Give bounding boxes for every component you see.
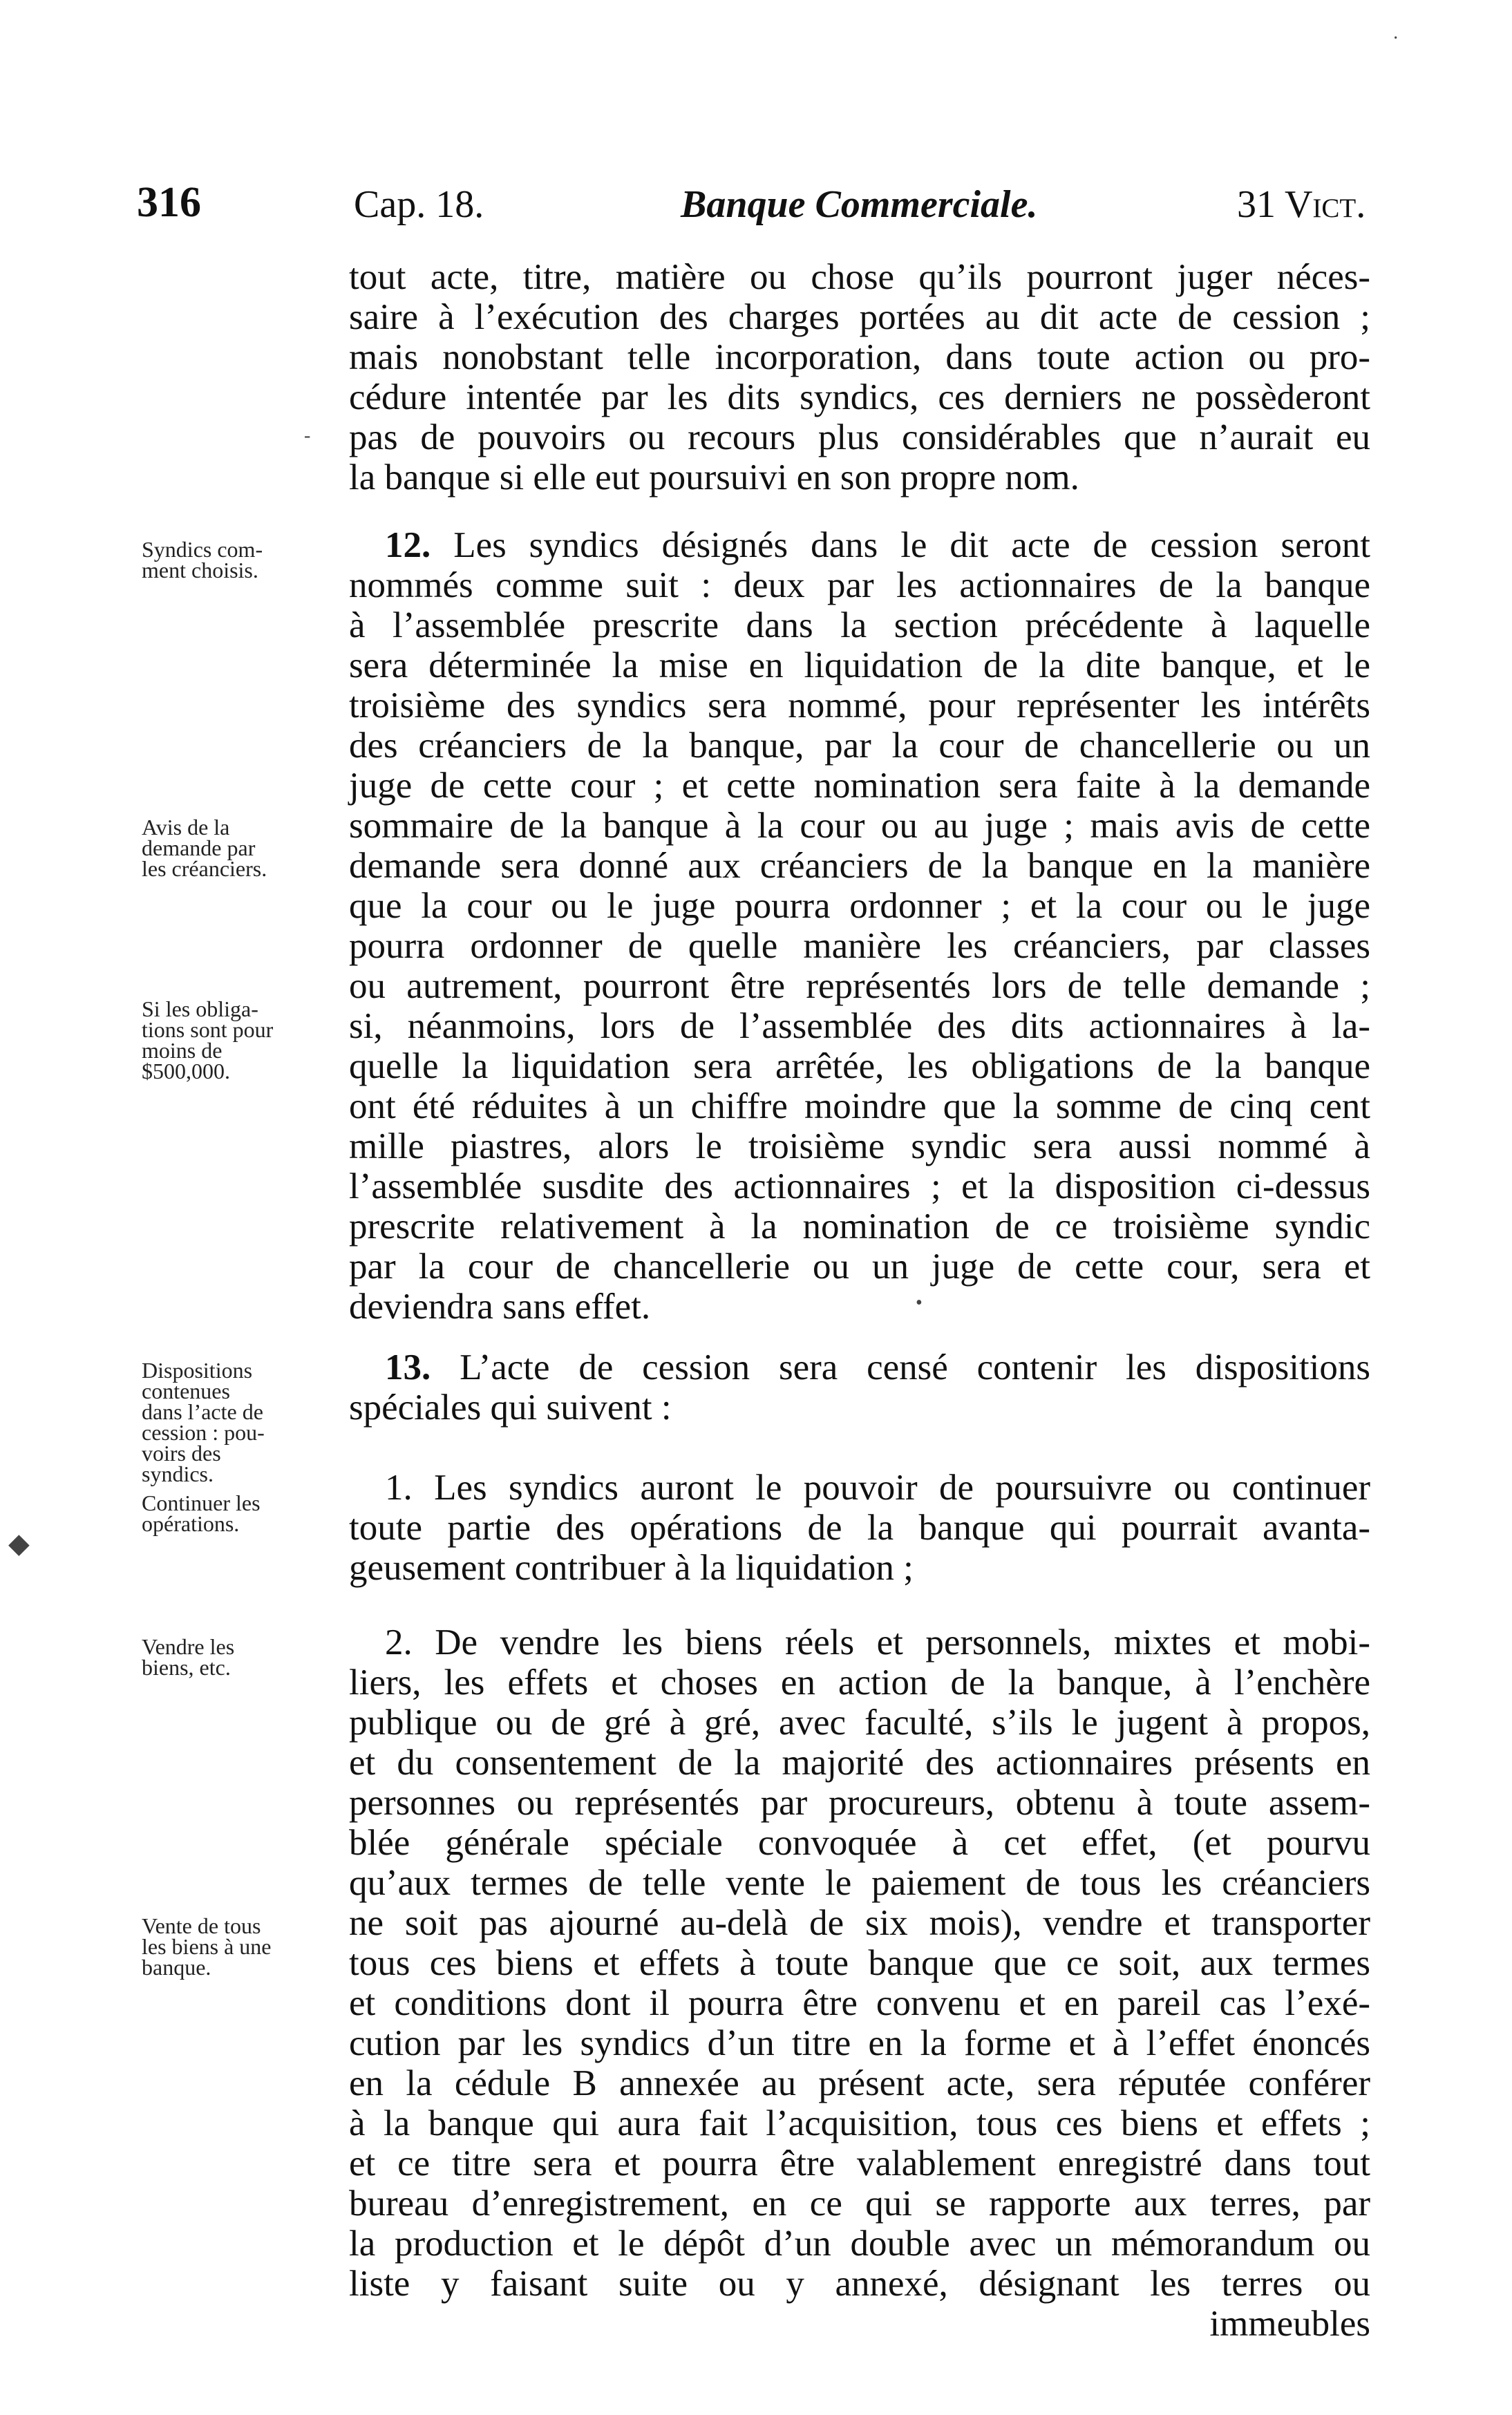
text-line: spéciales qui suivent : [349, 1388, 672, 1428]
marginal-note-line: Avis de la [142, 815, 230, 840]
text-line: tout acte, titre, matière ou chose qu’ils pourront juger néces- [349, 257, 1370, 297]
text-line: prescrite relativement à la nomination de ce troisième syndic [349, 1206, 1370, 1247]
scan-speck-icon: - [304, 425, 311, 446]
text-line: la banque si elle eut poursuivi en son propre nom. [349, 457, 1079, 498]
text-line: par la cour de chancellerie ou un juge de cette cour, sera et [349, 1247, 1370, 1287]
text-line: 1. Les syndics auront le pouvoir de poursuivre ou continuer [385, 1468, 1370, 1508]
text-line: troisième des syndics sera nommé, pour représenter les intérêts [349, 685, 1370, 726]
text-line: quelle la liquidation sera arrêtée, les obligations de la banque [349, 1046, 1370, 1086]
scan-speck-icon: ◆ [8, 1528, 30, 1559]
running-title: Banque Commerciale. [681, 183, 1038, 226]
catchword: immeubles [1209, 2304, 1370, 2344]
marginal-note-line: moins de [142, 1038, 223, 1063]
marginal-note-line: dans l’acte de [142, 1399, 263, 1424]
text-line: bureau d’enregistrement, en ce qui se rapporte aux terres, par [349, 2184, 1370, 2224]
text-line: à la banque qui aura fait l’acquisition, tous ces biens et effets ; [349, 2103, 1370, 2143]
marginal-note-line: les créanciers. [142, 856, 267, 881]
page-number: 316 [137, 179, 201, 226]
text-line: publique ou de gré à gré, avec faculté, s’ils le jugent à propos, [349, 1703, 1370, 1743]
marginal-note-line: opérations. [142, 1511, 240, 1536]
text-line: ou autrement, pourront être représentés lors de telle demande ; [349, 966, 1370, 1006]
marginal-note-line: Vendre les [142, 1634, 235, 1659]
marginal-note-line: banque. [142, 1955, 211, 1980]
marginal-note [142, 537, 335, 583]
marginal-note-line: les biens à une [142, 1934, 272, 1959]
scan-speck-icon: • [916, 1292, 923, 1314]
text-line: blée générale spéciale convoquée à cet effet, (et pourvu [349, 1823, 1370, 1863]
marginal-note [142, 998, 335, 1081]
text-line: pourra ordonner de quelle manière les créanciers, par classes [349, 926, 1370, 966]
text-line [349, 1347, 1370, 1388]
text-line: ont été réduites à un chiffre moindre que la somme de cinq cent [349, 1086, 1370, 1126]
text-line: toute partie des opérations de la banque qui pourrait avanta- [349, 1508, 1370, 1548]
text-line: mais nonobstant telle incorporation, dans toute action ou pro- [349, 337, 1370, 377]
text-line [349, 525, 1370, 565]
text-line: si, néanmoins, lors de l’assemblée des dits actionnaires à la- [349, 1006, 1370, 1046]
text-line: deviendra sans effet. [349, 1287, 651, 1327]
text-line: et du consentement de la majorité des actionnaires présents en [349, 1743, 1370, 1783]
section-12 [349, 525, 1370, 1327]
text-line: cution par les syndics d’un titre en la forme et à l’effet énoncés [349, 2023, 1370, 2063]
text-line: en la cédule B annexée au présent acte, sera réputée conférer [349, 2063, 1370, 2103]
text-line: geusement contribuer à la liquidation ; [349, 1548, 914, 1588]
marginal-note-line: contenues [142, 1379, 230, 1403]
text-line: demande sera donné aux créanciers de la banque en la manière [349, 846, 1370, 886]
marginal-note-line: Syndics com- [142, 537, 263, 562]
text-line: ne soit pas ajourné au-delà de six mois), vendre et transporter [349, 1903, 1370, 1943]
marginal-note-line: voirs des [142, 1441, 221, 1466]
text-line: qu’aux termes de telle vente le paiement de tous les créanciers [349, 1863, 1370, 1903]
marginal-note-line: Dispositions [142, 1358, 253, 1383]
text-line: sera déterminée la mise en liquidation de la dite banque, et le [349, 645, 1370, 685]
text-line: nommés comme suit : deux par les actionnaires de la banque [349, 565, 1370, 605]
text-line: que la cour ou le juge pourra ordonner ; et la cour ou le juge [349, 886, 1370, 926]
text-line: cédure intentée par les dits syndics, ces derniers ne possèderont [349, 377, 1370, 417]
section-13 [349, 1347, 1370, 1428]
text-line: à l’assemblée prescrite dans la section précédente à laquelle [349, 605, 1370, 645]
text-line: et ce titre sera et pourra être valablement enregistré dans tout [349, 2143, 1370, 2184]
marginal-note-line: tions sont pour [142, 1017, 274, 1042]
text-line: des créanciers de la banque, par la cour de chancellerie ou un [349, 726, 1370, 766]
paragraph-1 [349, 1468, 1370, 1588]
text-line-content: L’acte de cession sera censé contenir les dispositions [460, 1347, 1371, 1388]
text-line: la production et le dépôt d’un double avec un mémorandum ou [349, 2224, 1370, 2264]
section-number: 13. [385, 1347, 431, 1388]
marginal-note-line: biens, etc. [142, 1655, 231, 1680]
paragraph-2 [349, 1622, 1370, 2344]
marginal-note-line: syndics. [142, 1461, 214, 1486]
marginal-note [142, 1490, 335, 1536]
continuation-paragraph [349, 257, 1370, 498]
marginal-note [142, 1915, 335, 1978]
marginal-note [142, 817, 335, 879]
text-line: liste y faisant suite ou y annexé, désignant les terres ou [349, 2264, 1370, 2304]
regnal-year: 31 Vict. [1237, 183, 1366, 226]
text-line: 2. De vendre les biens réels et personnels, mixtes et mobi- [385, 1622, 1370, 1663]
text-line: pas de pouvoirs ou recours plus considérables que n’aurait eu [349, 417, 1370, 457]
marginal-note-line: Vente de tous [142, 1913, 261, 1938]
chapter-label: Cap. 18. [354, 183, 484, 226]
text-line: personnes ou représentés par procureurs, obtenu à toute assem- [349, 1783, 1370, 1823]
text-line: l’assemblée susdite des actionnaires ; et la disposition ci-dessus [349, 1166, 1370, 1206]
scan-speck-icon: · [1392, 28, 1399, 49]
marginal-note [142, 1360, 335, 1484]
text-line: et conditions dont il pourra être convenu et en pareil cas l’exé- [349, 1983, 1370, 2023]
text-line: tous ces biens et effets à toute banque que ce soit, aux termes [349, 1943, 1370, 1983]
text-line: mille piastres, alors le troisième syndic sera aussi nommé à [349, 1126, 1370, 1166]
marginal-note-line: Si les obliga- [142, 996, 258, 1021]
marginal-note-line: Continuer les [142, 1490, 261, 1515]
text-line: saire à l’exécution des charges portées au dit acte de cession ; [349, 297, 1370, 337]
marginal-note-line: $500,000. [142, 1059, 230, 1083]
running-header [0, 178, 1512, 234]
text-line-content: Les syndics désignés dans le dit acte de cession seront [453, 525, 1371, 565]
text-line: juge de cette cour ; et cette nomination sera faite à la demande [349, 766, 1370, 806]
marginal-note-line: ment choisis. [142, 558, 258, 583]
text-line: sommaire de la banque à la cour ou au juge ; mais avis de cette [349, 806, 1370, 846]
section-number: 12. [385, 525, 431, 565]
text-line: liers, les effets et choses en action de la banque, à l’enchère [349, 1663, 1370, 1703]
marginal-note-line: cession : pou- [142, 1420, 265, 1445]
marginal-note-line: demande par [142, 835, 256, 860]
marginal-note [142, 1636, 335, 1678]
